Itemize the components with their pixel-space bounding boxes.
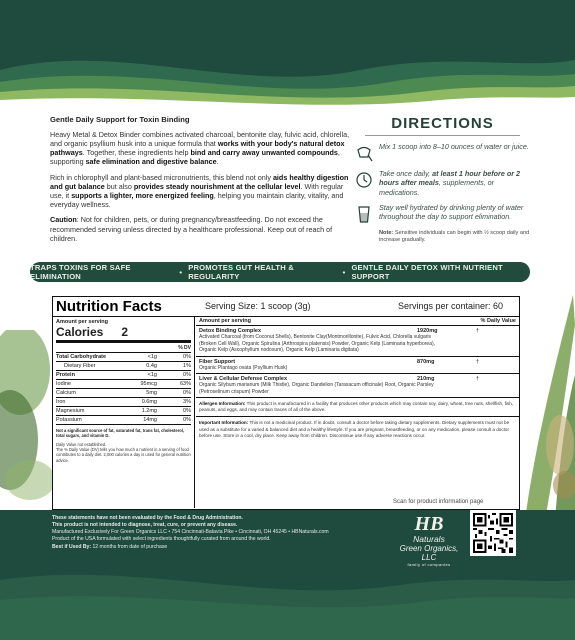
direction-step-2: Take once daily, at least 1 hour before or 2 hours after meals, supplements, or medications. — [355, 169, 530, 197]
nutrient-row: Iron 0.6mg 3% — [56, 399, 191, 405]
benefit-3: GENTLE DAILY DETOX WITH NUTRIENT SUPPORT — [351, 263, 503, 281]
benefit-1: TRAPS TOXINS FOR SAFE ELIMINATION — [30, 263, 131, 281]
blend-detox-binding: Detox Binding Complex Activated Charcoal (from Coconut Shells), Bentonite Clay(Montmorillonite), Fulvic Acid, Chlorella vulgaris (Broken Cell Wall), Organic Spirulina (Arthrospira platensis) Powder, Organic Kelp (Laminaria hyperborea), Organic Kelp (Ascophyllum nodosum), Organic Kelp (Laminaria digitata) 1920mg † — [196, 326, 519, 357]
banner-separator: • — [179, 267, 183, 277]
nutrition-header — [53, 297, 519, 317]
calories-row: Calories 2 — [56, 325, 191, 343]
amount-per-serving-label: Amount per serving — [56, 319, 108, 325]
plantain-leaf-illustration — [515, 285, 575, 520]
serving-size: Serving Size: 1 scoop (3g) — [205, 301, 311, 311]
qr-code[interactable] — [470, 510, 516, 556]
green-powder-illustration — [0, 330, 60, 500]
servings-per-container: Servings per container: 60 — [398, 301, 504, 311]
nutrition-facts-panel — [52, 296, 520, 510]
direction-step-3: Stay well hydrated by drinking plenty of water throughout the day to support elimination. — [355, 203, 530, 224]
nutrient-row: Calcium 5mg 0% — [56, 390, 191, 396]
benefits-banner — [30, 262, 530, 282]
proprietary-blends — [196, 317, 519, 508]
water-glass-icon — [355, 204, 373, 224]
nutrient-table — [53, 317, 195, 508]
qr-code-icon — [473, 513, 513, 553]
nutrient-row: Dietary Fiber 0.4g 1% — [56, 362, 191, 371]
description-paragraph-2: Rich in chlorophyll and plant-based micronutrients, this blend not only aids healthy digestion and gut balance but also provides steady nourishment at the cellular level. With regular use, it supports a lighter, more energized feeling, helping you maintain clarity, vitality, and everyday wellness. — [50, 172, 349, 210]
nutrient-row: Total Carbohydrate <1g 0% — [56, 354, 191, 360]
directions-section — [355, 115, 530, 245]
directions-divider — [365, 135, 520, 136]
description-paragraph-1: Heavy Metal & Detox Binder combines activated charcoal, bentonite clay, fulvic acid, chlorella, and organic psyllium husk into a unique formula that works with your body's natural detox pathways. Together, these ingredients help bind and carry away unwanted compounds, supporting safe elimination and digestive balance. — [50, 129, 350, 167]
benefit-2: PROMOTES GUT HEALTH & REGULARITY — [188, 263, 294, 281]
top-band — [0, 0, 575, 112]
allergen-information: Allergen Information: This product is manufactured in a facility that produces other products which may contain soy, dairy, wheat, tree nuts, shellfish, fish, peanuts, and eggs, and may contain traces of all of the above. — [196, 398, 519, 417]
wave-decoration — [0, 0, 575, 112]
description-heading: Gentle Daily Support for Toxin Binding — [50, 115, 190, 124]
nutrient-row: Magnesium 1.2mg 0% — [56, 408, 191, 414]
nutrient-row: Iodine 95mcg 63% — [56, 381, 191, 387]
dv-header: % DV — [56, 343, 191, 353]
nutrient-row: Potassium 14mg 0% — [56, 417, 191, 423]
scoop-icon — [355, 143, 373, 163]
banner-separator: • — [342, 267, 346, 277]
nutrition-footnote: Not a significant source of fat, saturated fat, trans fat, cholesterol, total sugars, and vitamin D. Daily Value not established. The % Daily Value (DV) tells you how much a nutrient in a serving of food contributes to a daily diet. 2,000 calories a day is used for general nutrition advice. — [56, 428, 191, 463]
product-description — [50, 115, 350, 249]
direction-step-1: Mix 1 scoop into 8–10 ounces of water or juice. — [355, 142, 530, 163]
directions-note: Note: Sensitive individuals can begin with ½ scoop daily and increase gradually. — [379, 230, 530, 244]
clock-icon — [355, 170, 373, 190]
legal-text: These statements have not been evaluated by the Food & Drug Administration. This product is not intended to diagnose, treat, cure, or prevent any disease. Manufactured Exclusively For Green Organics LLC • 754 Cincinnati-Batavia Pike • Cincinnati, OH 45245 • HBNaturals.com Product of the USA formulated with select ingredients thoughtfully curated from around the world. Best if Used By: 12 months from date of purchase — [52, 515, 329, 550]
hb-naturals-logo: HB Naturals Green Organics, LLC family of companies — [399, 513, 459, 567]
blend-liver-defense: Liver & Cellular Defense Complex Organic Silybum marianum (Milk Thistle), Organic Dandelion (Taraxacum officinale) Root, Organic Parsley (Petroselinum crispum) Powder 210mg † — [196, 374, 519, 398]
important-information: Important Information: This is not a medicinal product. If in doubt, consult a doctor before taking dietary supplements. Dietary supplements must not be used as a substitute for a varied & balanced diet and a healthy lifestyle. If you are pregnant, breastfeeding, or on any medication, please consult a doctor before use. Store in a cool, dry place. Keep away from children. Discontinue use if any adverse reactions occur. — [199, 420, 510, 438]
bottom-band — [0, 510, 575, 640]
directions-title: DIRECTIONS — [391, 115, 494, 132]
logo-monogram: HB — [414, 513, 444, 535]
scan-label: Scan for product information page — [393, 499, 484, 505]
caution-paragraph: Caution: Not for children, pets, or during pregnancy/breastfeeding. Do not exceed the recommended serving unless directed by a healthcare professional. Keep out of reach of children. — [50, 215, 333, 243]
blend-fiber-support: Fiber Support Organic Plantago ovata (Psyllium Husk) 870mg † — [196, 357, 519, 375]
nutrient-row: Protein <1g 0% — [56, 372, 191, 378]
blends-header: Amount per serving % Daily Value — [196, 317, 519, 326]
nutrition-facts-title: Nutrition Facts — [56, 298, 162, 315]
